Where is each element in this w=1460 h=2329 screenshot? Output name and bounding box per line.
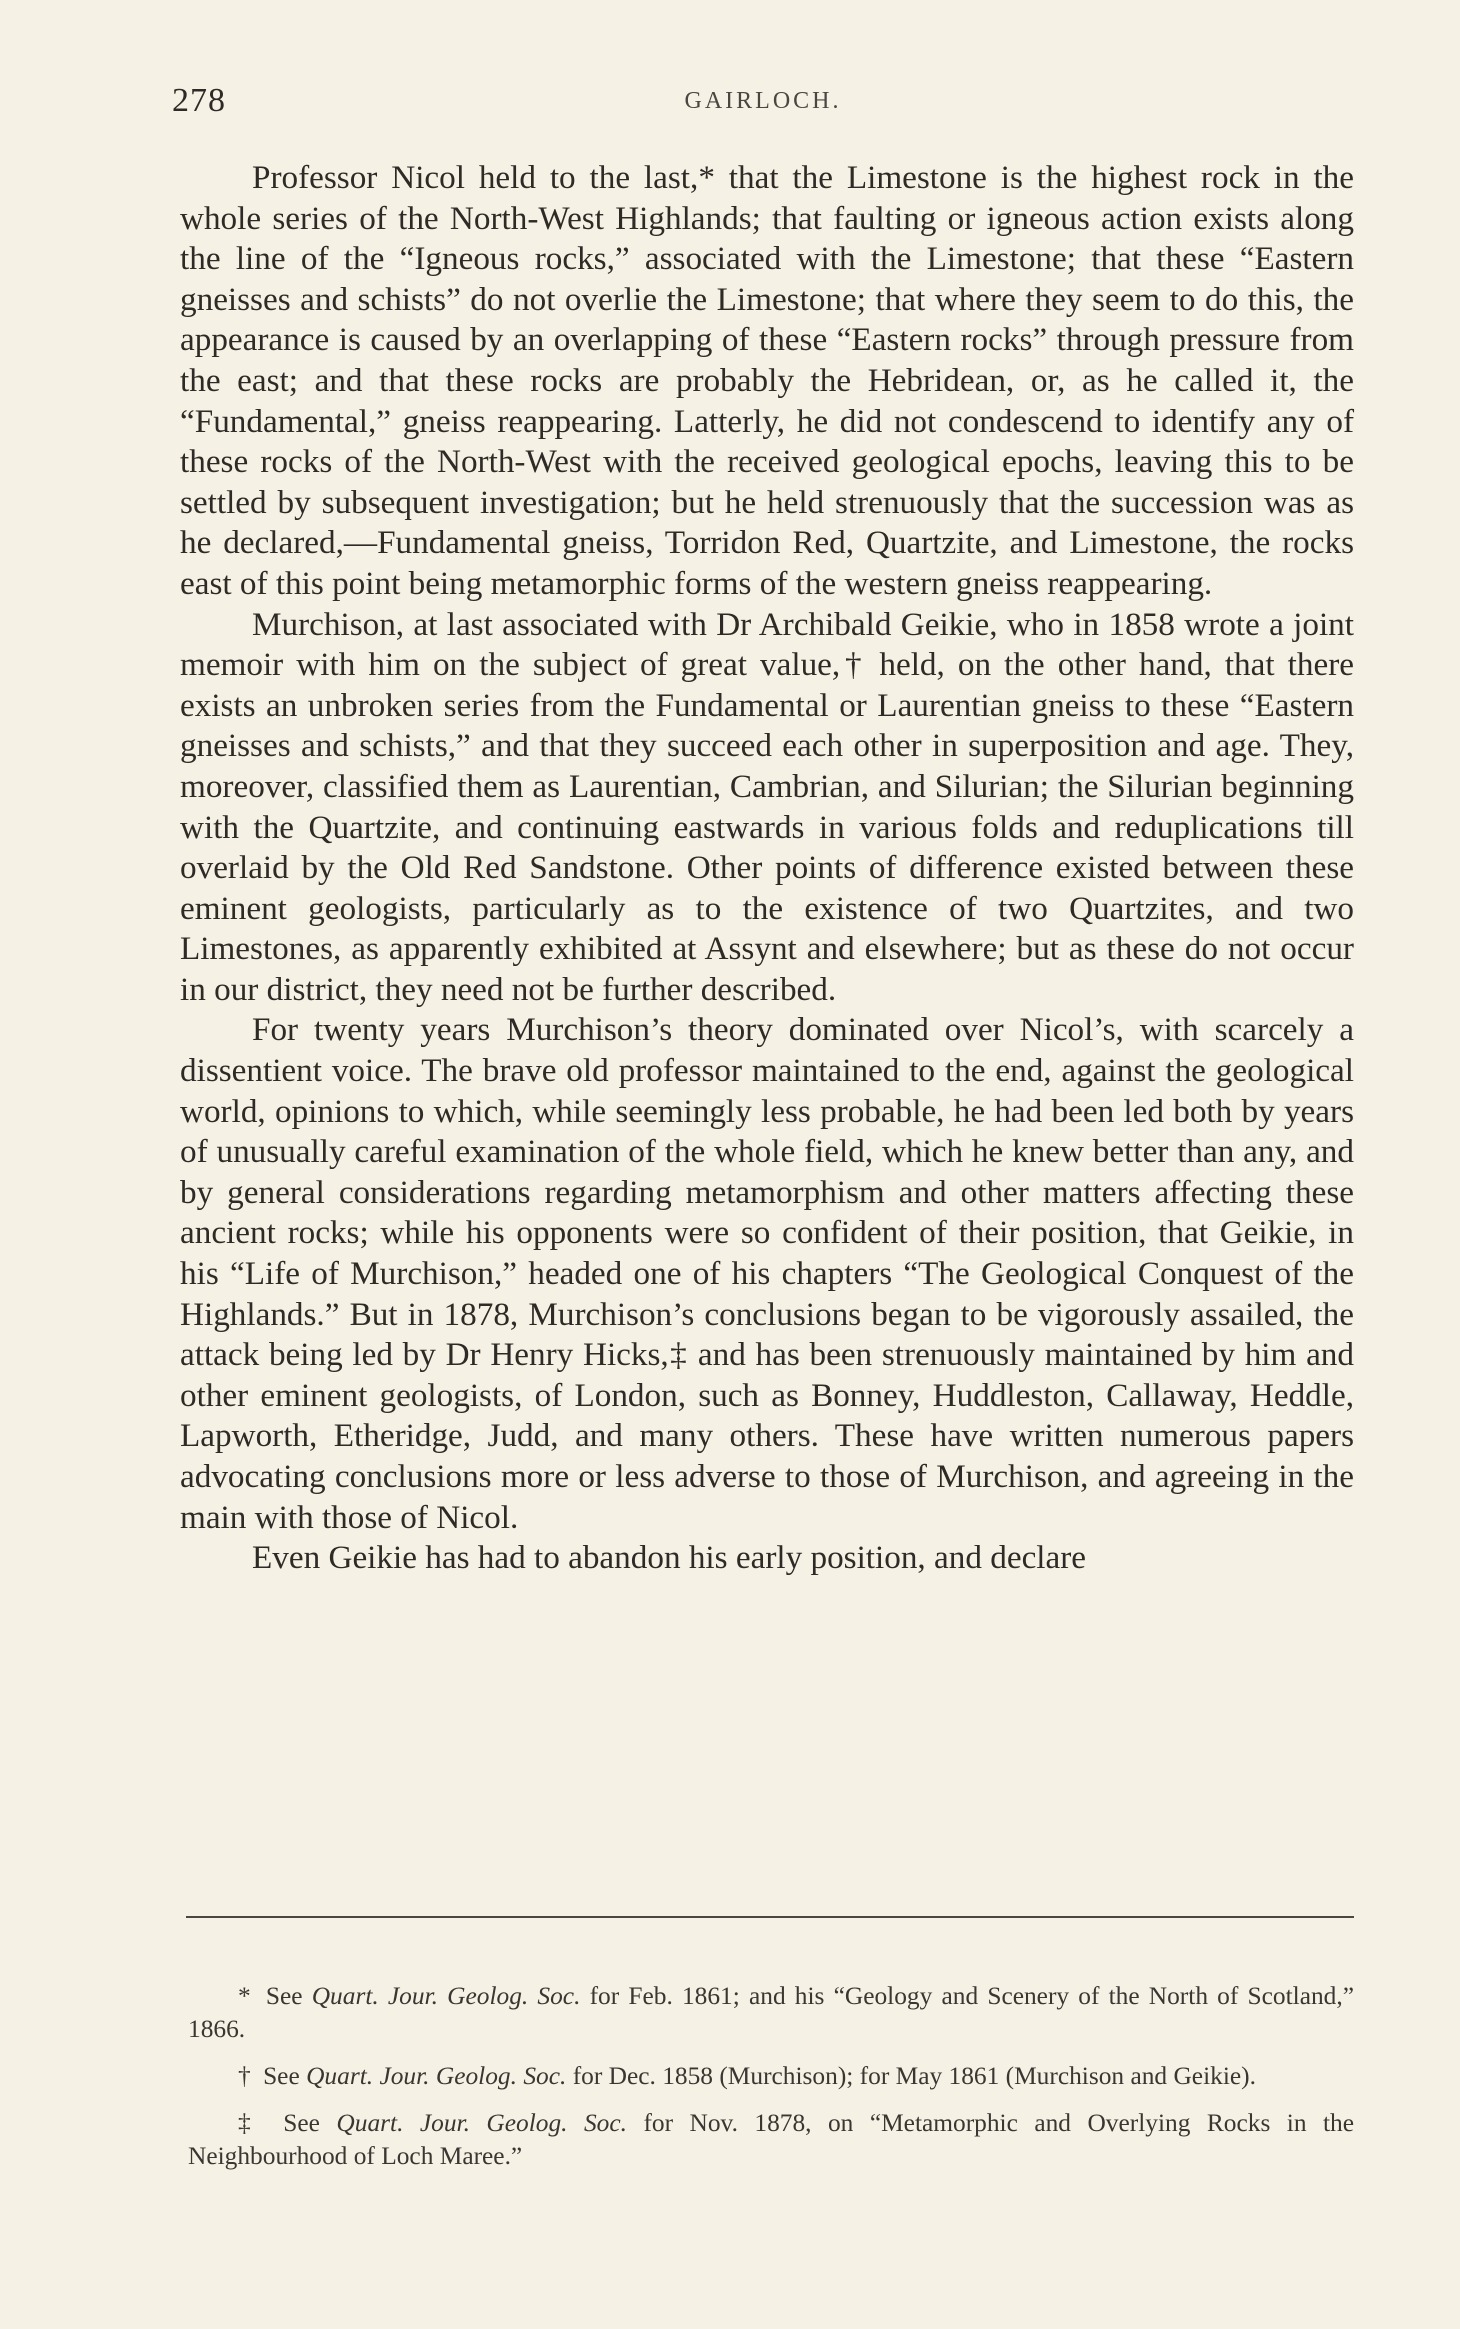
footnote-prefix: See xyxy=(263,2062,300,2090)
footnote-journal: Quart. Jour. Geolog. Soc. xyxy=(306,2062,567,2090)
footnote xyxy=(188,2107,1354,2173)
page-header xyxy=(172,82,1354,122)
footnote-mark: † xyxy=(238,2062,251,2090)
footnote-prefix: See xyxy=(283,2109,320,2137)
footnote-prefix: See xyxy=(265,1982,303,2010)
paragraph: Even Geikie has had to abandon his early position, and declare xyxy=(252,1539,1087,1577)
body-text xyxy=(180,158,1354,1579)
paragraph: For twenty years Murchison’s theory dominated over Nicol’s, with scarcely a dissentient voice. The brave old professor maintained to the end, against the geological world, opinions to which, while seemingly less probable, he had been led both by years of unusually careful examination of the whole field, which he knew better than any, and by general considerations regarding metamorphism and other matters affecting these ancient rocks; while his opponents were so confident of their position, that Geikie, in his “Life of Murchison,” headed one of his chapters “The Geological Conquest of the Highlands.” But in 1878, Murchison’s conclusions began to be vigorously assailed, the attack being led by Dr Henry Hicks,‡ and has been strenuously maintained by him and other eminent geologists, of London, such as Bonney, Huddleston, Callaway, Heddle, Lapworth, Etheridge, Judd, and many others. These have written numerous papers advocating conclusions more or less adverse to those of Murchison, and agreeing in the main with those of Nicol. xyxy=(180,1011,1354,1536)
footnote xyxy=(188,1980,1354,2046)
paragraph: Murchison, at last associated with Dr Archibald Geikie, who in 1858 wrote a joint memoir with him on the subject of great value,† held, on the other hand, that there exists an unbroken series from the Fundamental or Laurentian gneiss to these “Eastern gneisses and schists,” and that they succeed each other in superposition and age. They, moreover, classified them as Laurentian, Cambrian, and Silurian; the Silurian beginning with the Quartzite, and continuing eastwards in various folds and reduplications till overlaid by the Old Red Sandstone. Other points of difference existed between these eminent geologists, particularly as to the existence of two Quartzites, and two Limestones, as apparently exhibited at Assynt and elsewhere; but as these do not occur in our district, they need not be further described. xyxy=(180,605,1354,1008)
footnote-mark: * xyxy=(238,1982,251,2010)
footnote-journal: Quart. Jour. Geolog. Soc. xyxy=(311,1982,581,2010)
footnote-text: for Feb. 1861; and his “Geology and Scenery of the North of Scotland,” 1866. xyxy=(188,1982,1354,2043)
footnote-text: for Dec. 1858 (Murchison); for May 1861 (Murchison and Geikie). xyxy=(572,2062,1256,2090)
footnote-divider xyxy=(186,1916,1354,1918)
paragraph: Professor Nicol held to the last,* that the Limestone is the highest rock in the whole series of the North-West Highlands; that faulting or igneous action exists along the line of the “Igneous rocks,” associated with the Limestone; that these “Eastern gneisses and schists” do not overlie the Limestone; that where they seem to do this, the appearance is caused by an overlapping of these “Eastern rocks” through pressure from the east; and that these rocks are probably the Hebridean, or, as he called it, the “Fundamental,” gneiss reappearing. Latterly, he did not condescend to identify any of these rocks of the North-West with the received geological epochs, leaving this to be settled by subsequent investigation; but he held strenuously that the succession was as he declared,—Fundamental gneiss, Torridon Red, Quartzite, and Limestone, the rocks east of this point being metamorphic forms of the western gneiss reappearing. xyxy=(180,159,1354,602)
footnotes xyxy=(188,1980,1354,2187)
footnote-text: for Nov. 1878, on “Metamorphic and Overlying Rocks in the Neighbourhood of Loch Maree.” xyxy=(188,2109,1355,2170)
footnote-mark: ‡ xyxy=(238,2109,261,2137)
page-number: 278 xyxy=(172,82,226,119)
footnote xyxy=(188,2060,1354,2093)
running-head: GAIRLOCH. xyxy=(684,88,842,114)
footnote-journal: Quart. Jour. Geolog. Soc. xyxy=(336,2109,627,2137)
